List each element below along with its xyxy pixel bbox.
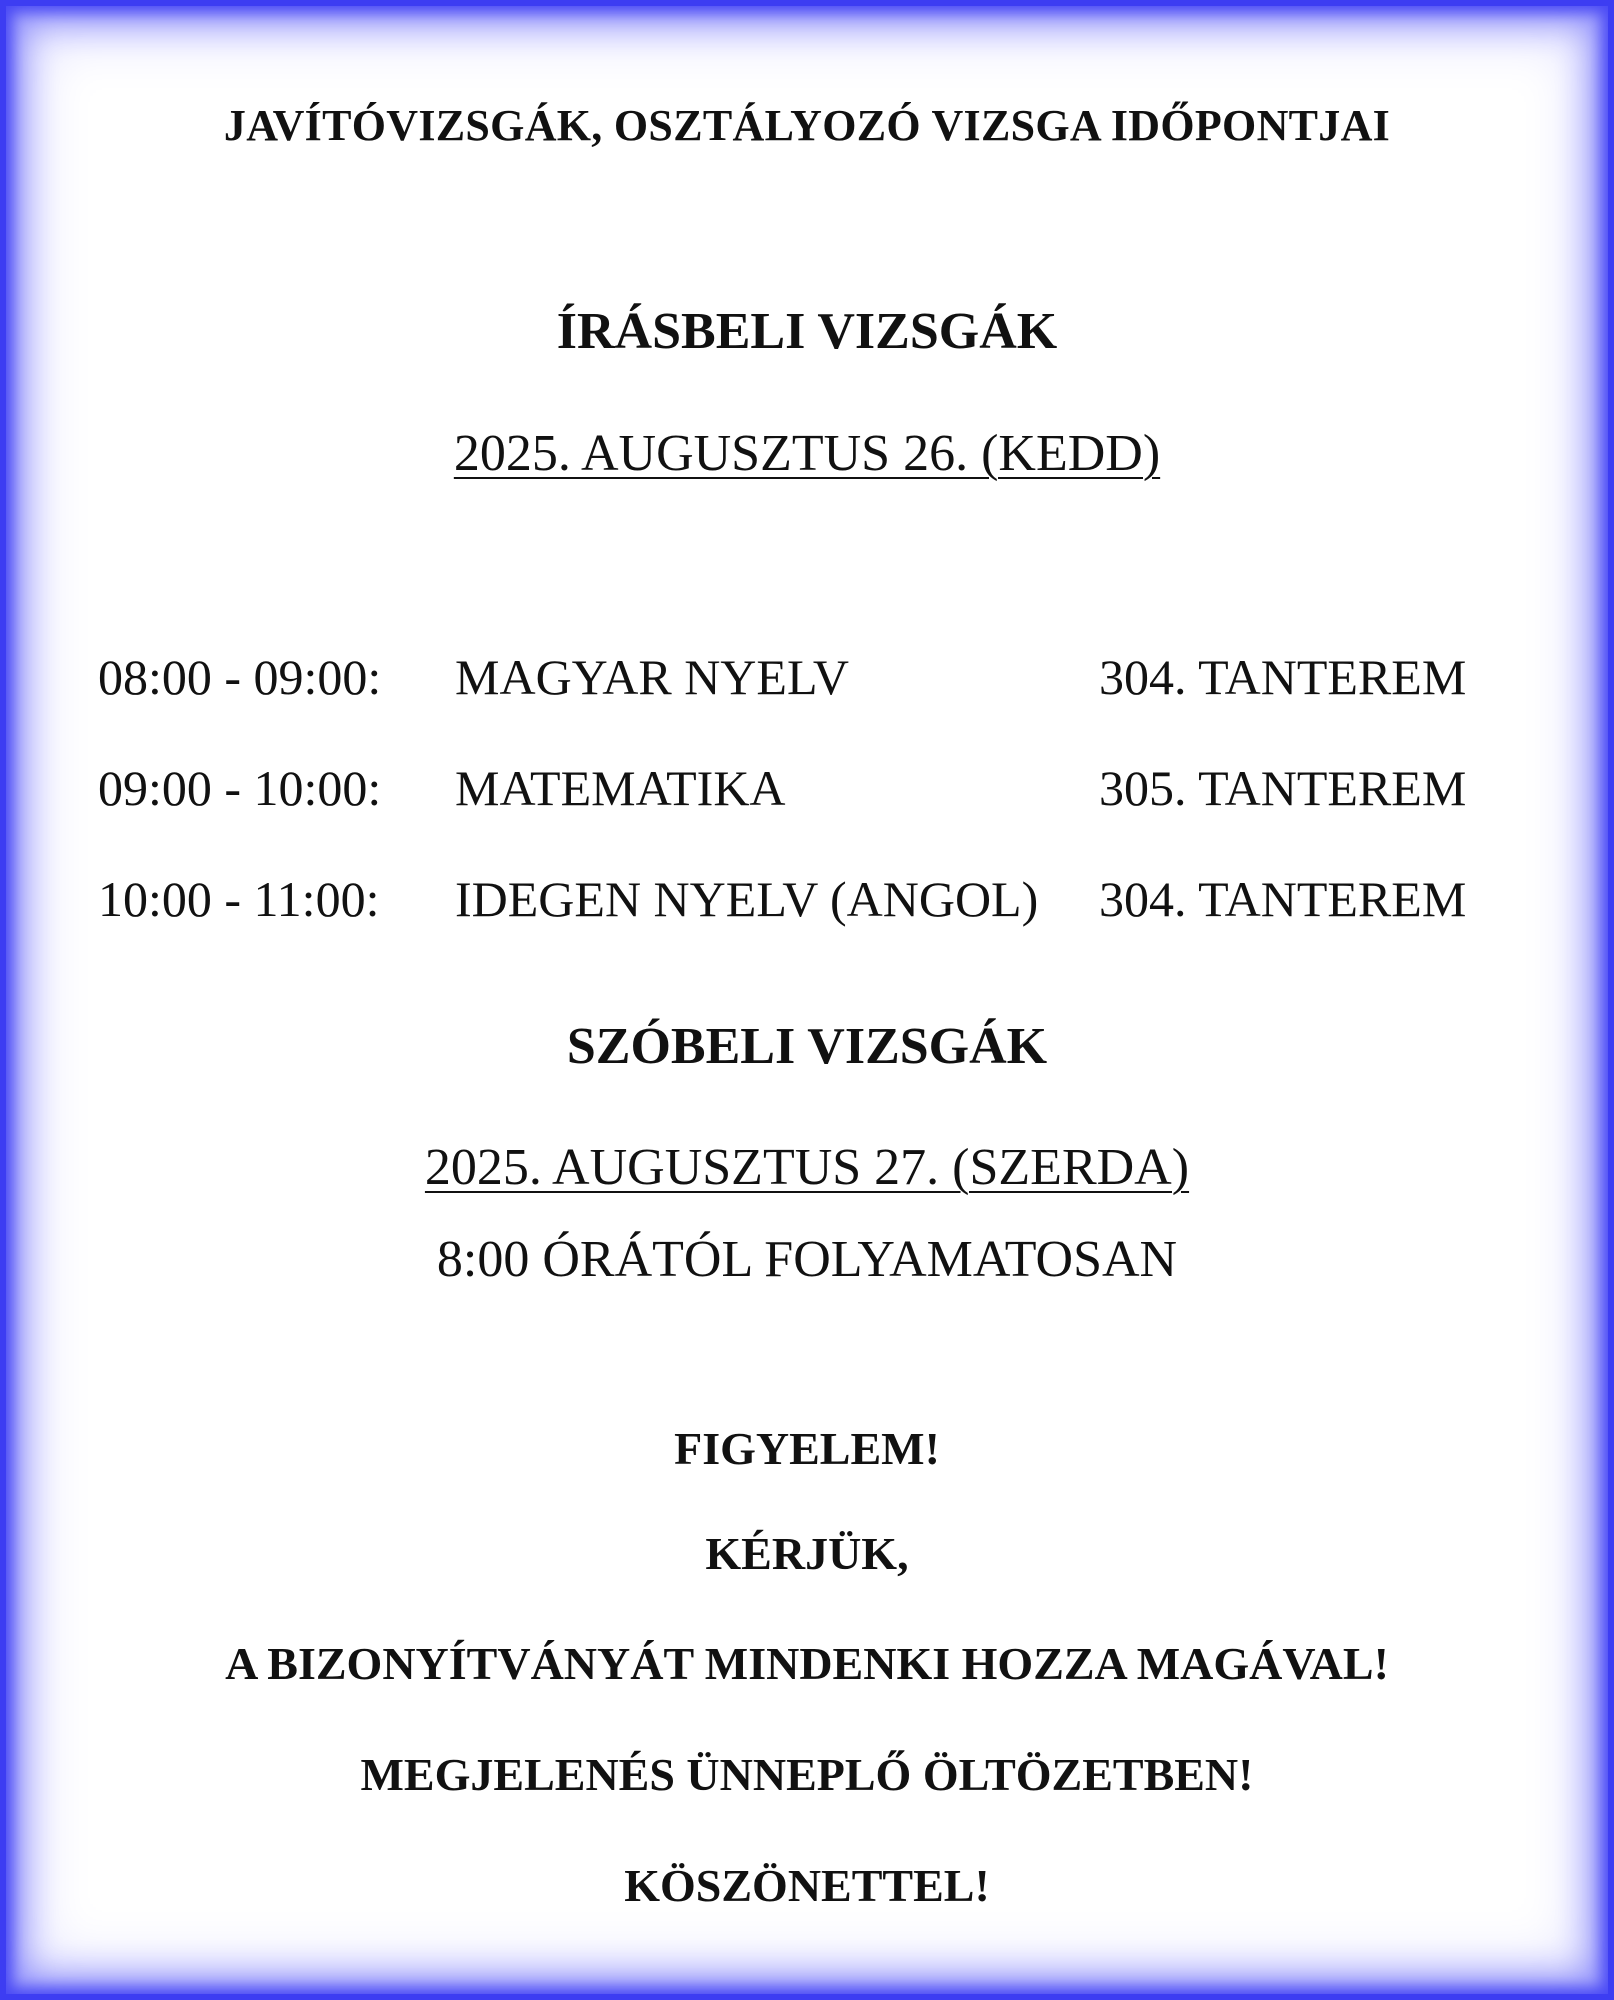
exam-time: 10:00 - 11:00: (98, 871, 380, 927)
oral-exams-heading: SZÓBELI VIZSGÁK (566, 1018, 1048, 1075)
oral-exams-start-time: 8:00 ÓRÁTÓL FOLYAMATOSAN (436, 1231, 1178, 1288)
exam-subject: IDEGEN NYELV (ANGOL) (455, 871, 1039, 927)
written-exams-date: 2025. AUGUSZTUS 26. (KEDD) (453, 425, 1161, 482)
written-exams-heading: ÍRÁSBELI VIZSGÁK (556, 303, 1058, 360)
document-title: JAVÍTÓVIZSGÁK, OSZTÁLYOZÓ VIZSGA IDŐPONTJAI (223, 101, 1391, 150)
notice-certificate: A BIZONYÍTVÁNYÁT MINDENKI HOZZA MAGÁVAL! (225, 1638, 1389, 1689)
exam-subject: MAGYAR NYELV (455, 649, 850, 705)
notice-dress-code: MEGJELENÉS ÜNNEPLŐ ÖLTÖZETBEN! (360, 1749, 1254, 1800)
notice-attention: FIGYELEM! (674, 1423, 940, 1474)
exam-schedule-row (0, 871, 1614, 934)
exam-time: 09:00 - 10:00: (98, 760, 382, 816)
exam-room: 305. TANTEREM (1099, 760, 1467, 816)
exam-subject: MATEMATIKA (455, 760, 786, 816)
notice-thanks: KÖSZÖNETTEL! (624, 1860, 990, 1911)
exam-time: 08:00 - 09:00: (98, 649, 382, 705)
exam-room: 304. TANTEREM (1099, 649, 1467, 705)
oral-exams-date: 2025. AUGUSZTUS 27. (SZERDA) (424, 1139, 1190, 1196)
exam-schedule-row (0, 760, 1614, 823)
exam-schedule-row (0, 649, 1614, 712)
exam-room: 304. TANTEREM (1099, 871, 1467, 927)
notice-request: KÉRJÜK, (705, 1528, 909, 1579)
